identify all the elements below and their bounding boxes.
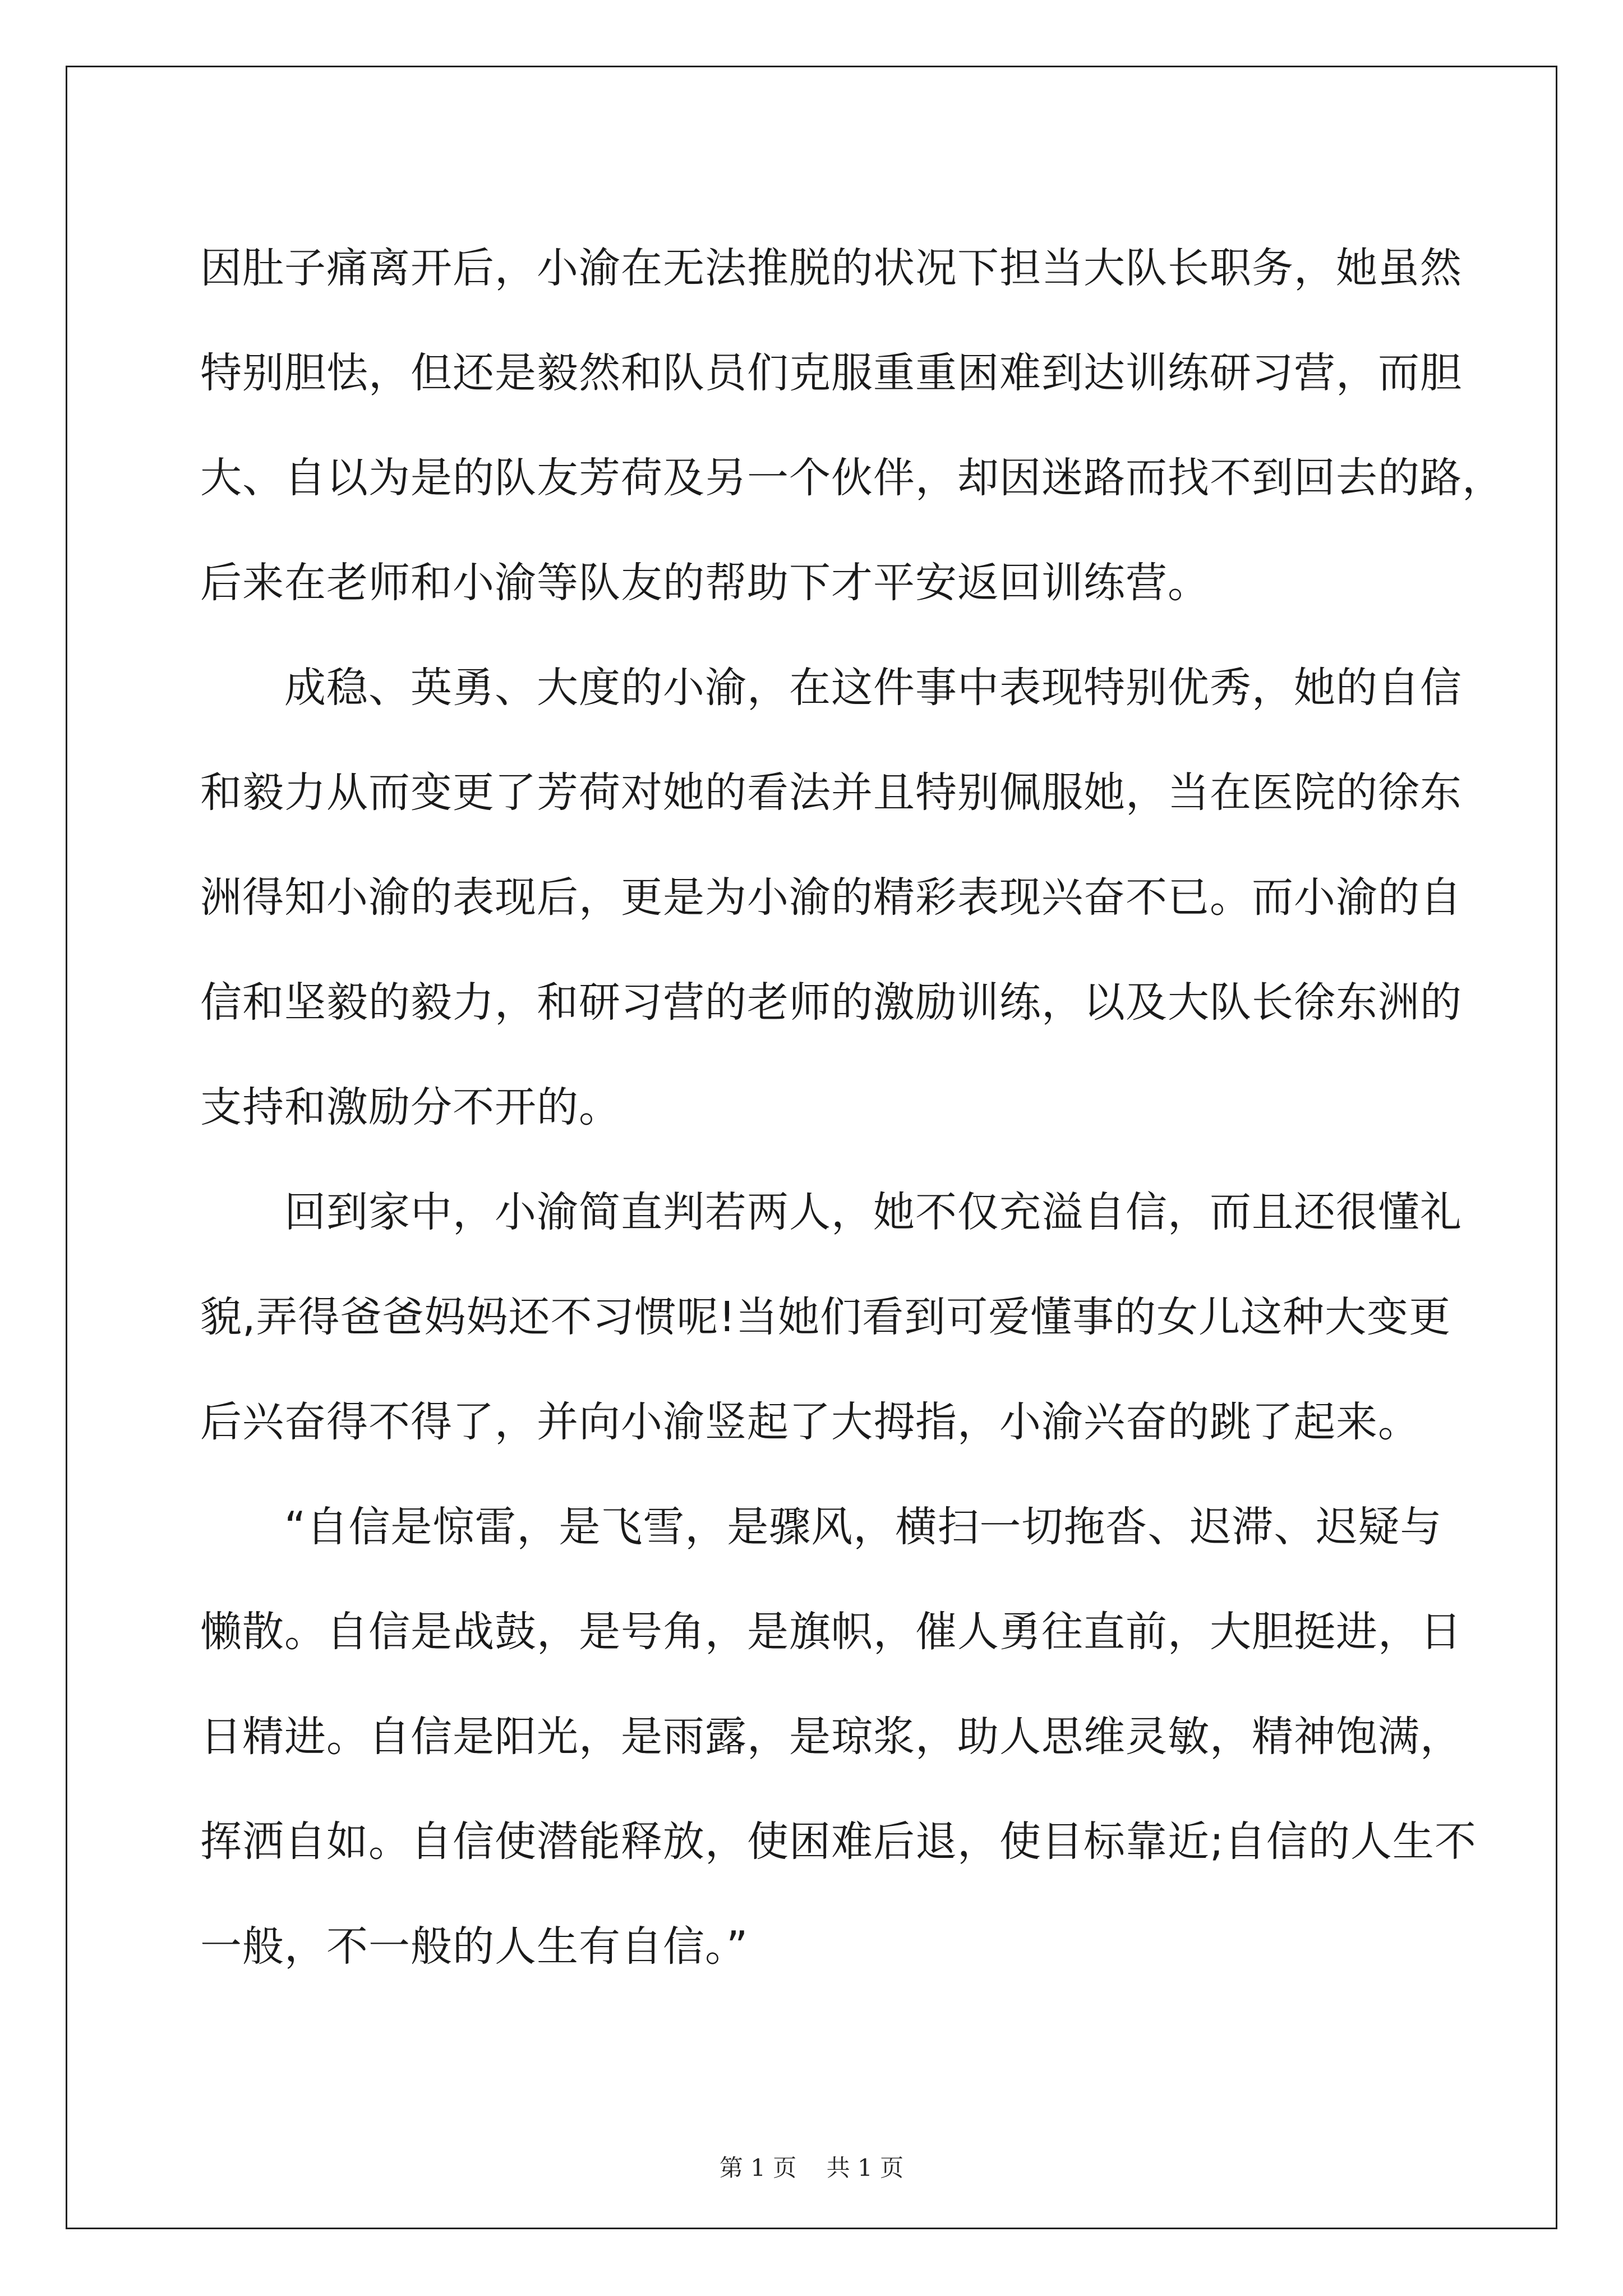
text-line: 特别胆怯，但还是毅然和队员们克服重重困难到达训练研习营，而胆 — [200, 349, 1462, 397]
page-number: 第 1 页 — [719, 2154, 797, 2182]
text-line: 信和坚毅的毅力，和研习营的老师的激励训练，以及大队长徐东洲的 — [200, 978, 1462, 1027]
text-line: 貌,弄得爸爸妈妈还不习惯呢!当她们看到可爱懂事的女儿这种大变更 — [200, 1293, 1451, 1341]
paragraph-first-line: “自信是惊雷，是飞雪，是骤风，横扫一切拖沓、迟滞、迟疑与 — [284, 1503, 1442, 1551]
text-line: 洲得知小渝的表现后，更是为小渝的精彩表现兴奋不已。而小渝的自 — [200, 873, 1462, 922]
text-line: 因肚子痛离开后，小渝在无法推脱的状况下担当大队长职务，她虽然 — [200, 244, 1462, 292]
text-line: 后兴奋得不得了，并向小渝竖起了大拇指，小渝兴奋的跳了起来。 — [200, 1398, 1420, 1446]
text-line: 日精进。自信是阳光，是雨露，是琼浆，助人思维灵敏，精神饱满， — [200, 1713, 1462, 1761]
paragraph-first-line: 回到家中，小渝简直判若两人，她不仅充溢自信，而且还很懂礼 — [284, 1188, 1462, 1236]
text-line: 后来在老师和小渝等队友的帮助下才平安返回训练营。 — [200, 559, 1210, 607]
text-line: 懒散。自信是战鼓，是号角，是旗帜，催人勇往直前，大胆挺进，日 — [200, 1608, 1462, 1656]
page-total: 共 1 页 — [826, 2154, 904, 2182]
text-line: 挥洒自如。自信使潜能释放，使困难后退，使目标靠近;自信的人生不 — [200, 1818, 1477, 1866]
text-line: 大、自以为是的队友芳荷及另一个伙伴，却因迷路而找不到回去的路， — [200, 454, 1504, 502]
paragraph-first-line: 成稳、英勇、大度的小渝，在这件事中表现特别优秀，她的自信 — [284, 664, 1462, 712]
page-footer — [0, 2150, 1623, 2183]
text-line: 和毅力从而变更了芳荷对她的看法并且特别佩服她，当在医院的徐东 — [200, 769, 1462, 817]
document-body — [200, 216, 1504, 1999]
text-line: 一般，不一般的人生有自信。” — [200, 1922, 749, 1971]
text-line: 支持和激励分不开的。 — [200, 1083, 621, 1131]
